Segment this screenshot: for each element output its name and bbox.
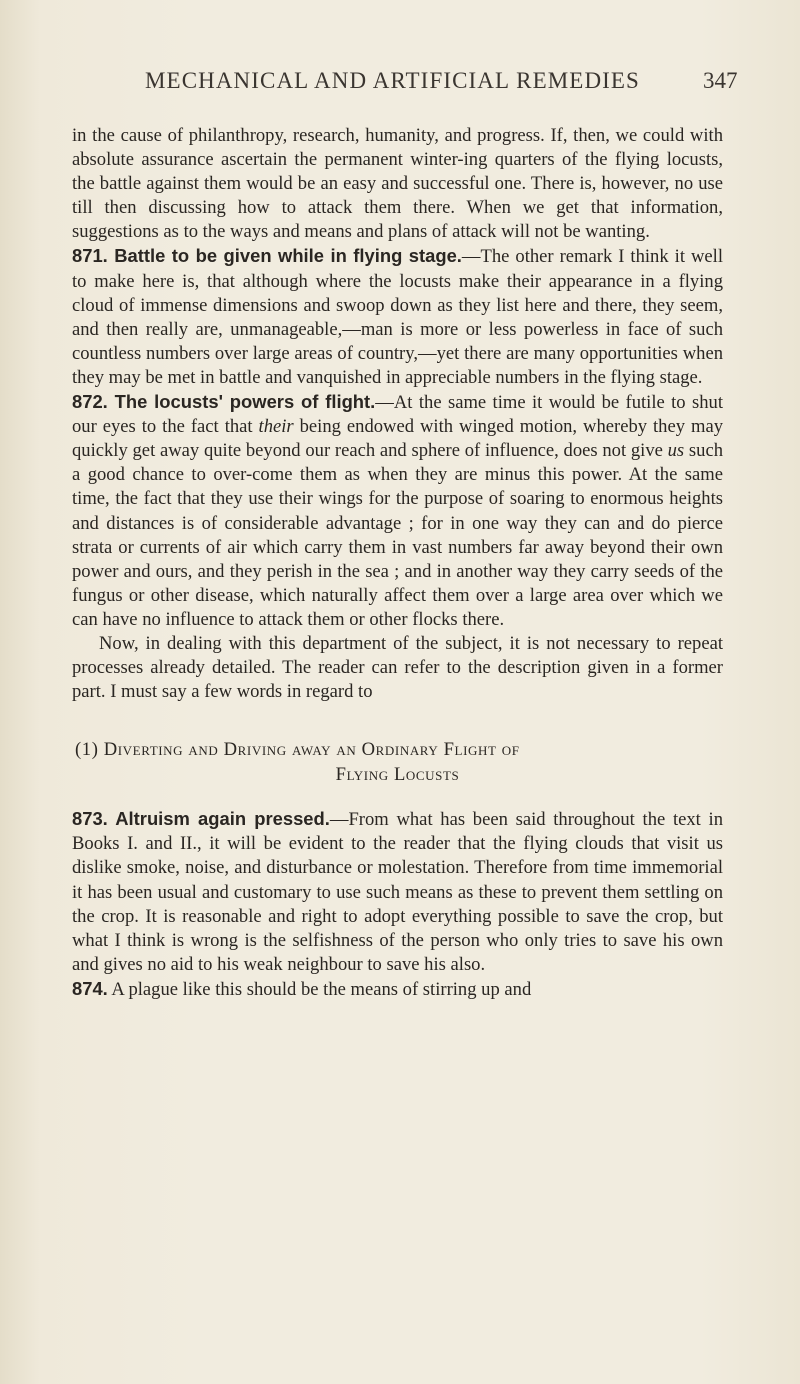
running-head-title: MECHANICAL AND ARTIFICIAL REMEDIES [145, 68, 640, 93]
section-871-text: —The other remark I think it well to make here is, that although where the locusts make their appearance in a flying cloud of immense dimensions and swoop down as they list here and there, they seem, and then really are, unmanageable,—man is more or less powerless in face of such countless numbers over large areas of country,—yet there are many opportunities when they may be met in battle and vanquished in appreciable numbers in the flying stage. [72, 246, 723, 388]
paragraph-text: in the cause of philanthropy, research, humanity, and progress. If, then, we could with absolute assurance ascertain the permanent winter-ing quarters of the flying locusts, the battle against them would be an easy and successful one. There is, however, no use till then discussing how to attack them there. When we get that information, suggestions as to the ways and means and plans of attack will not be wanting. [72, 125, 723, 243]
paragraph-now [72, 632, 723, 704]
section-871-heading: 871. Battle to be given while in flying stage. [72, 245, 462, 267]
paragraph-now-text: Now, in dealing with this department of the subject, it is not necessary to repeat processes already detailed. The reader can refer to the description given in a former part. I must say a few words in regard to [72, 632, 723, 703]
section-874 [72, 977, 723, 1002]
section-872-heading: 872. The locusts' powers of flight. [72, 391, 376, 413]
page-number: 347 [703, 68, 738, 93]
paragraph-continuation [72, 124, 723, 244]
section-874-heading: 874. [72, 977, 108, 999]
subsection-heading [72, 737, 723, 787]
section-872-text-c: such a good chance to over-come them as when they are minus this power. At the same time, the fact that they use their wings for the purpose of soaring to enormous heights and distances is of considerable advantage ; for in one way they can and do pierce strata or currents of air which carry them in vast numbers far away beyond their own power and ours, and they perish in the sea ; and in another way they carry seeds of the fungus or other disease, which naturally affect them over a large area over which we can have no influence to attack them or other flocks there. [72, 440, 723, 630]
subsection-heading-line-1: (1) Diverting and Driving away an Ordinary Flight of [75, 739, 520, 761]
section-873-text: —From what has been said throughout the text in Books I. and II., it will be evident to the reader that the flying clouds that visit us dislike smoke, noise, and disturbance or molestation. Therefore from time immemorial it has been usual and customary to use such means as these to prevent them settling on the crop. It is reasonable and right to adopt everything possible to save the crop, but what I think is wrong is the selfishness of the person who only tries to save his own and gives no aid to his weak neighbour to save his also. [72, 809, 723, 975]
section-872-text-b: being endowed with winged motion, whereby they may quickly get away quite beyond our reach and sphere of influence, does not give [72, 416, 723, 462]
subsection-heading-line-2: Flying Locusts [335, 764, 460, 786]
section-872 [72, 390, 723, 632]
section-873-heading: 873. Altruism again pressed. [72, 808, 330, 830]
section-872-text-a: —At the same time it would be futile to shut our eyes to the fact that [72, 392, 723, 438]
section-872-italic-their: their [258, 416, 294, 438]
section-871 [72, 244, 723, 390]
section-874-text: A plague like this should be the means of stirring up and [107, 978, 532, 1000]
body-text [72, 124, 723, 1002]
section-872-italic-us: us [667, 440, 685, 462]
running-head [0, 68, 800, 108]
section-873 [72, 807, 723, 977]
